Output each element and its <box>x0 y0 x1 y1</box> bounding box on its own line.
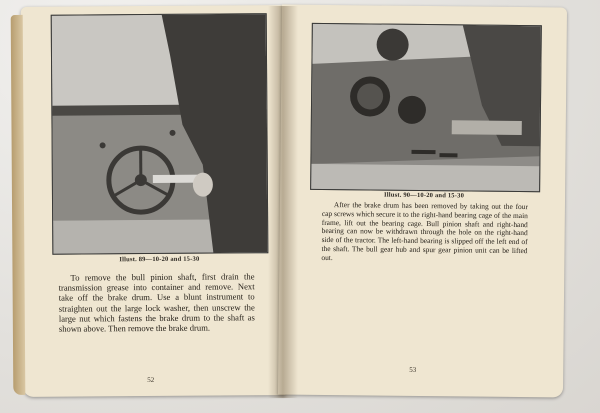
right-page-number: 53 <box>409 365 417 374</box>
left-photo-illustration <box>52 14 268 253</box>
right-illustration-caption: Illust. 90—10-20 and 15-30 <box>384 191 465 200</box>
right-body-text <box>321 201 528 265</box>
left-body-text <box>58 271 254 334</box>
right-page <box>278 5 567 398</box>
right-paragraph: After the brake drum has been removed by taking out the four cap screws which secure it to the right-hand bearing cage of the main frame, lift out the bearing cage. Bull pinion shaft and right-hand bearing can now be withdrawn through the hole on the right-hand side of the tractor. The left-hand bearing is slipped off the left end of the shaft. The bull gear hub and spur gear pinion unit can be lifted out. <box>321 200 528 262</box>
left-paragraph: To remove the bull pinion shaft, first drain the transmission grease into container and remove. Next take off the brake drum. Use a blunt instrument to straighten out the large lock washer, then unscrew the large nut which fastens the brake drum to the shaft as shown above. Then remove the brake drum. <box>58 271 255 334</box>
open-book <box>22 6 577 402</box>
left-page <box>21 5 286 397</box>
left-page-number: 52 <box>147 375 155 385</box>
right-photo-illustration <box>311 24 541 191</box>
right-photo-bull-pinion-shaft <box>310 23 542 192</box>
left-illustration-caption: Illust. 89—10-20 and 15-30 <box>119 255 200 264</box>
left-photo-mechanic-brake-drum <box>51 13 269 255</box>
